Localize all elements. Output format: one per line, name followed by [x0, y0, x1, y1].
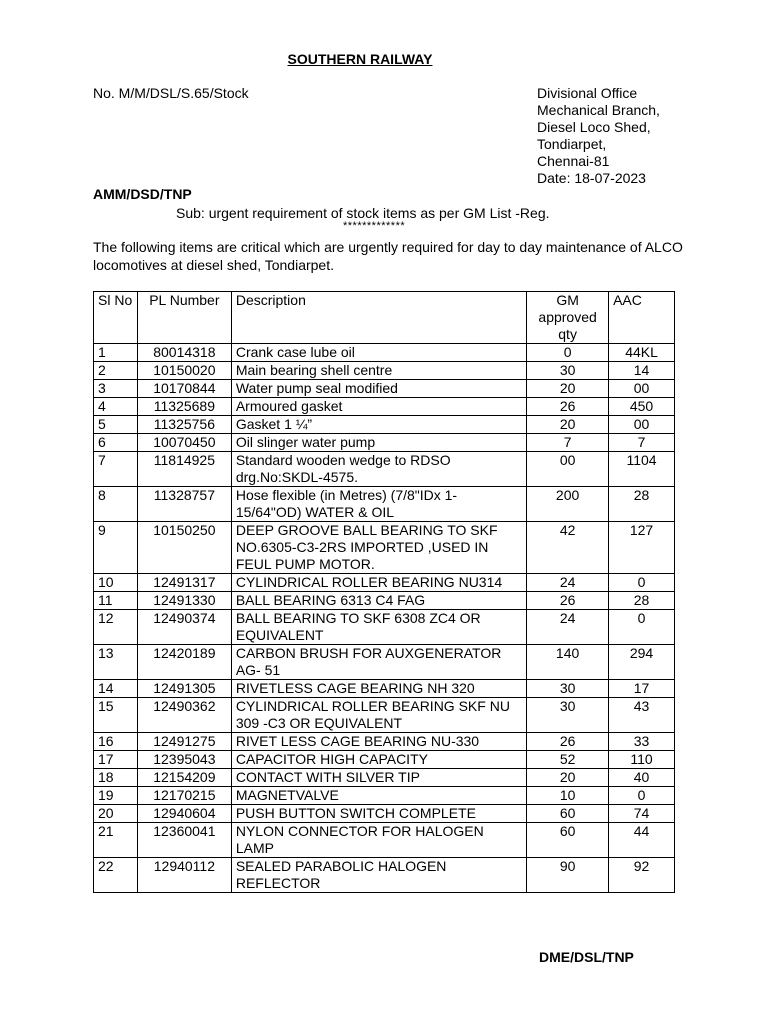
signature: DME/DSL/TNP: [539, 949, 634, 965]
table-row: [94, 858, 675, 893]
row-pl-number: 12491305: [137, 680, 231, 698]
row-pl-number: 11325689: [137, 398, 231, 416]
header-aac: AAC: [609, 292, 675, 344]
document-title: SOUTHERN RAILWAY: [287, 51, 433, 67]
row-sl-no: 22: [94, 858, 138, 893]
table-row: [94, 434, 675, 452]
row-pl-number: 12360041: [137, 823, 231, 858]
row-sl-no: 2: [94, 362, 138, 380]
office-line: Divisional Office: [537, 85, 638, 101]
row-aac: 44: [609, 823, 675, 858]
row-gm-approved-qty: 52: [527, 751, 609, 769]
row-gm-approved-qty: 24: [527, 574, 609, 592]
row-aac: 28: [609, 592, 675, 610]
row-gm-approved-qty: 90: [527, 858, 609, 893]
row-description: BALL BEARING TO SKF 6308 ZC4 OR EQUIVALENT: [231, 610, 526, 645]
row-description: RIVET LESS CAGE BEARING NU-330: [231, 733, 526, 751]
row-description: Water pump seal modified: [231, 380, 526, 398]
row-aac: 74: [609, 805, 675, 823]
row-sl-no: 16: [94, 733, 138, 751]
row-gm-approved-qty: 26: [527, 398, 609, 416]
row-gm-approved-qty: 60: [527, 823, 609, 858]
row-sl-no: 13: [94, 645, 138, 680]
table-row: [94, 362, 675, 380]
row-description: DEEP GROOVE BALL BEARING TO SKF NO.6305-C3-2RS IMPORTED ,USED IN FEUL PUMP MOTOR.: [231, 522, 526, 574]
row-gm-approved-qty: 00: [527, 452, 609, 487]
row-pl-number: 12491275: [137, 733, 231, 751]
row-gm-approved-qty: 20: [527, 416, 609, 434]
row-description: Crank case lube oil: [231, 344, 526, 362]
office-line: Chennai-81: [537, 153, 610, 169]
table-row: [94, 592, 675, 610]
table-row: [94, 416, 675, 434]
row-description: SEALED PARABOLIC HALOGEN REFLECTOR: [231, 858, 526, 893]
row-sl-no: 14: [94, 680, 138, 698]
row-pl-number: 12395043: [137, 751, 231, 769]
row-pl-number: 12491317: [137, 574, 231, 592]
table-row: [94, 398, 675, 416]
table-row: [94, 452, 675, 487]
intro-paragraph: The following items are critical which are urgently required for day to day maintenance of ALCO locomotives at diesel shed, Tondiarpet.: [93, 239, 683, 273]
row-aac: 450: [609, 398, 675, 416]
row-pl-number: 12490362: [137, 698, 231, 733]
row-sl-no: 15: [94, 698, 138, 733]
row-description: Oil slinger water pump: [231, 434, 526, 452]
row-description: MAGNETVALVE: [231, 787, 526, 805]
row-sl-no: 5: [94, 416, 138, 434]
table-row: [94, 645, 675, 680]
table-row: [94, 380, 675, 398]
row-gm-approved-qty: 200: [527, 487, 609, 522]
row-aac: 294: [609, 645, 675, 680]
row-gm-approved-qty: 20: [527, 380, 609, 398]
row-gm-approved-qty: 24: [527, 610, 609, 645]
row-description: Main bearing shell centre: [231, 362, 526, 380]
row-sl-no: 21: [94, 823, 138, 858]
table-header-row: [94, 292, 675, 344]
header-pl-number: PL Number: [137, 292, 231, 344]
row-sl-no: 9: [94, 522, 138, 574]
row-sl-no: 11: [94, 592, 138, 610]
row-pl-number: 12490374: [137, 610, 231, 645]
row-sl-no: 17: [94, 751, 138, 769]
row-aac: 92: [609, 858, 675, 893]
row-gm-approved-qty: 30: [527, 362, 609, 380]
row-description: CYLINDRICAL ROLLER BEARING NU314: [231, 574, 526, 592]
row-aac: 43: [609, 698, 675, 733]
row-aac: 0: [609, 787, 675, 805]
row-description: Armoured gasket: [231, 398, 526, 416]
row-pl-number: 10170844: [137, 380, 231, 398]
row-gm-approved-qty: 7: [527, 434, 609, 452]
table-row: [94, 805, 675, 823]
row-description: CONTACT WITH SILVER TIP: [231, 769, 526, 787]
row-sl-no: 10: [94, 574, 138, 592]
row-sl-no: 12: [94, 610, 138, 645]
row-description: Standard wooden wedge to RDSO drg.No:SKDL-4575.: [231, 452, 526, 487]
row-description: RIVETLESS CAGE BEARING NH 320: [231, 680, 526, 698]
stock-items-table: [93, 291, 675, 893]
row-aac: 44KL: [609, 344, 675, 362]
table-row: [94, 751, 675, 769]
row-aac: 40: [609, 769, 675, 787]
row-sl-no: 6: [94, 434, 138, 452]
row-sl-no: 7: [94, 452, 138, 487]
row-aac: 7: [609, 434, 675, 452]
table-row: [94, 522, 675, 574]
row-pl-number: 12420189: [137, 645, 231, 680]
office-date: Date: 18-07-2023: [537, 170, 646, 186]
row-gm-approved-qty: 26: [527, 733, 609, 751]
row-description: BALL BEARING 6313 C4 FAG: [231, 592, 526, 610]
table-row: [94, 787, 675, 805]
row-gm-approved-qty: 140: [527, 645, 609, 680]
row-sl-no: 1: [94, 344, 138, 362]
row-gm-approved-qty: 10: [527, 787, 609, 805]
row-pl-number: 10150020: [137, 362, 231, 380]
row-aac: 127: [609, 522, 675, 574]
row-aac: 33: [609, 733, 675, 751]
row-sl-no: 4: [94, 398, 138, 416]
table-row: [94, 733, 675, 751]
row-aac: 1104: [609, 452, 675, 487]
row-description: NYLON CONNECTOR FOR HALOGEN LAMP: [231, 823, 526, 858]
office-line: Diesel Loco Shed,: [537, 119, 651, 135]
office-line: Tondiarpet,: [537, 136, 607, 152]
row-description: CARBON BRUSH FOR AUXGENERATOR AG- 51: [231, 645, 526, 680]
row-description: Gasket 1 ¼”: [231, 416, 526, 434]
row-description: CYLINDRICAL ROLLER BEARING SKF NU 309 -C3 OR EQUIVALENT: [231, 698, 526, 733]
header-description: Description: [231, 292, 526, 344]
separator: *************: [343, 220, 406, 232]
row-aac: 0: [609, 610, 675, 645]
row-pl-number: 12940112: [137, 858, 231, 893]
row-gm-approved-qty: 30: [527, 698, 609, 733]
row-gm-approved-qty: 60: [527, 805, 609, 823]
row-pl-number: 12154209: [137, 769, 231, 787]
row-sl-no: 3: [94, 380, 138, 398]
row-aac: 17: [609, 680, 675, 698]
row-pl-number: 10070450: [137, 434, 231, 452]
row-aac: 0: [609, 574, 675, 592]
row-aac: 00: [609, 416, 675, 434]
row-gm-approved-qty: 42: [527, 522, 609, 574]
row-pl-number: 12940604: [137, 805, 231, 823]
row-description: Hose flexible (in Metres) (7/8"IDx 1-15/64"OD) WATER & OIL: [231, 487, 526, 522]
table-row: [94, 769, 675, 787]
row-pl-number: 80014318: [137, 344, 231, 362]
row-sl-no: 20: [94, 805, 138, 823]
row-pl-number: 11325756: [137, 416, 231, 434]
row-sl-no: 19: [94, 787, 138, 805]
table-row: [94, 344, 675, 362]
table-row: [94, 610, 675, 645]
row-pl-number: 10150250: [137, 522, 231, 574]
row-gm-approved-qty: 0: [527, 344, 609, 362]
row-sl-no: 8: [94, 487, 138, 522]
table-row: [94, 680, 675, 698]
table-row: [94, 487, 675, 522]
row-aac: 28: [609, 487, 675, 522]
row-aac: 14: [609, 362, 675, 380]
office-address: [537, 85, 660, 187]
row-gm-approved-qty: 20: [527, 769, 609, 787]
row-gm-approved-qty: 26: [527, 592, 609, 610]
subject-line: Sub: urgent requirement of stock items as per GM List -Reg.: [176, 205, 550, 221]
row-aac: 110: [609, 751, 675, 769]
addressee: AMM/DSD/TNP: [93, 186, 192, 202]
table-row: [94, 574, 675, 592]
row-sl-no: 18: [94, 769, 138, 787]
header-sl-no: Sl No: [94, 292, 138, 344]
table-row: [94, 698, 675, 733]
reference-number: No. M/M/DSL/S.65/Stock: [93, 85, 249, 101]
header-gm-approved-qty: GM approved qty: [527, 292, 609, 344]
row-gm-approved-qty: 30: [527, 680, 609, 698]
row-pl-number: 12491330: [137, 592, 231, 610]
row-aac: 00: [609, 380, 675, 398]
row-description: PUSH BUTTON SWITCH COMPLETE: [231, 805, 526, 823]
row-pl-number: 11814925: [137, 452, 231, 487]
table-row: [94, 823, 675, 858]
row-pl-number: 11328757: [137, 487, 231, 522]
row-pl-number: 12170215: [137, 787, 231, 805]
office-line: Mechanical Branch,: [537, 102, 660, 118]
row-description: CAPACITOR HIGH CAPACITY: [231, 751, 526, 769]
